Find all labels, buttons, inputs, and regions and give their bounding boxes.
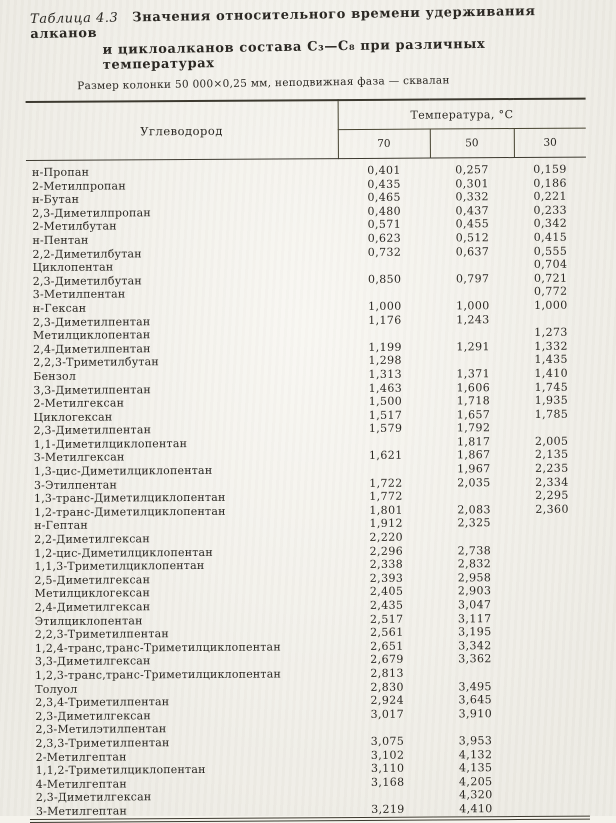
value-temp-70: 2,561 (370, 625, 404, 640)
hydrocarbon-name: 2,4-Диметилпентан (33, 341, 151, 356)
value-temp-50: 1,817 (456, 435, 491, 449)
value-temp-70 (339, 259, 431, 273)
value-temp-70: 1,199 (368, 340, 402, 354)
value-temp-50 (431, 326, 515, 340)
value-temp-70: 2,296 (369, 544, 404, 558)
value-temp-30 (517, 666, 589, 680)
hydrocarbon-name: 1,3-цис-Диметилциклопентан (33, 463, 213, 479)
value-temp-30 (517, 734, 589, 748)
value-temp-50: 0,797 (455, 271, 490, 286)
hydrocarbon-name: 2,3-Диметилгексан (35, 790, 152, 805)
value-temp-70: 1,517 (368, 408, 403, 422)
value-temp-30: 2,334 (535, 475, 569, 489)
value-temp-70: 1,722 (369, 476, 403, 490)
value-temp-70: 0,623 (367, 231, 402, 245)
value-temp-30 (518, 788, 590, 802)
column-description: Размер колонки 50 000×0,25 мм, неподвижная фаза — сквалан (77, 74, 450, 93)
value-temp-70: 1,621 (368, 449, 403, 463)
hydrocarbon-name: 2,3,3-Триметилпентан (35, 736, 170, 750)
hydrocarbon-name: 2,5-Диметилгексан (34, 573, 151, 587)
value-temp-30 (515, 312, 587, 326)
value-temp-30: 0,186 (533, 176, 567, 190)
value-temp-50: 4,410 (459, 802, 493, 816)
value-temp-50 (433, 720, 517, 734)
value-temp-70: 0,401 (367, 163, 401, 177)
value-temp-30 (517, 720, 589, 734)
value-temp-70: 2,405 (369, 585, 404, 599)
value-temp-50: 1,291 (456, 339, 490, 354)
value-temp-50: 3,117 (457, 611, 492, 625)
value-temp-70: 3,017 (370, 707, 405, 721)
value-temp-50: 3,047 (457, 598, 492, 612)
value-temp-30 (517, 652, 589, 666)
value-temp-50: 1,606 (456, 380, 491, 394)
value-temp-30 (517, 706, 589, 720)
hydrocarbon-name: 1,2,3-транс,транс-Триметилциклопентан (35, 667, 282, 682)
value-temp-50 (431, 258, 515, 272)
value-temp-70: 1,176 (368, 313, 402, 327)
hydrocarbon-name: н-Гептан (34, 519, 88, 533)
value-temp-70: 1,912 (369, 517, 403, 531)
hydrocarbon-name: 2,3-Диметилгексан (35, 709, 151, 723)
hydrocarbon-name: н-Бутан (32, 192, 80, 207)
hydrocarbon-name: 1,1,3-Триметилциклопентан (34, 559, 205, 574)
value-temp-50: 3,495 (458, 679, 492, 693)
value-temp-70: 0,480 (367, 204, 402, 218)
value-temp-30 (518, 761, 590, 775)
value-temp-70: 2,435 (369, 598, 404, 612)
value-temp-30: 1,410 (534, 366, 569, 380)
value-temp-50 (433, 666, 517, 680)
hydrocarbon-name: 1,2-цис-Диметилциклопентан (34, 545, 213, 560)
value-temp-70 (340, 463, 432, 477)
value-temp-70: 0,435 (367, 177, 401, 191)
value-temp-30 (518, 774, 590, 788)
value-temp-50: 0,437 (455, 203, 490, 218)
value-temp-30 (516, 570, 588, 584)
hydrocarbon-name: 2-Метилбутан (32, 219, 117, 234)
value-temp-30: 0,233 (533, 203, 568, 217)
hydrocarbon-name: 3-Метилпентан (32, 287, 126, 302)
hydrocarbon-name: 1,1-Диметилциклопентан (33, 436, 188, 451)
value-temp-70: 2,338 (369, 557, 404, 572)
value-temp-70: 3,075 (370, 734, 405, 748)
value-temp-30 (516, 543, 588, 557)
value-temp-50 (432, 530, 516, 544)
value-temp-70: 2,220 (369, 530, 404, 544)
value-temp-30 (517, 679, 589, 693)
hydrocarbon-name: 2,2,3-Триметилпентан (34, 627, 169, 642)
hydrocarbon-name: 1,2,4-транс,транс-Триметилциклопентан (34, 640, 281, 655)
hydrocarbon-name: 4-Метилгептан (35, 777, 127, 791)
value-temp-30 (518, 747, 590, 761)
value-temp-30: 1,000 (534, 298, 568, 312)
value-temp-30 (517, 611, 589, 625)
column-header-hydrocarbon: Углеводород (26, 100, 338, 160)
value-temp-30 (517, 625, 589, 639)
value-temp-50: 2,035 (457, 475, 491, 490)
value-temp-70: 2,517 (369, 612, 404, 626)
value-temp-50: 2,738 (457, 543, 492, 558)
value-temp-70 (342, 789, 434, 803)
value-temp-70: 1,500 (368, 394, 403, 409)
value-temp-70: 0,850 (367, 272, 402, 286)
value-temp-70: 2,393 (369, 571, 404, 585)
value-temp-50: 0,257 (455, 163, 489, 177)
value-temp-30: 1,332 (534, 339, 568, 353)
value-temp-30: 0,342 (533, 217, 568, 231)
value-temp-50: 1,867 (456, 448, 491, 462)
value-temp-30: 0,772 (533, 285, 568, 299)
value-temp-30: 2,135 (534, 448, 569, 462)
value-temp-30: 0,721 (533, 271, 568, 285)
value-temp-30 (517, 598, 589, 612)
value-temp-50: 0,512 (455, 231, 490, 245)
value-temp-50: 1,371 (456, 367, 491, 381)
value-temp-70: 1,298 (368, 354, 402, 368)
column-header-temp-70: 70 (338, 129, 430, 159)
hydrocarbon-name: Метилциклогексан (34, 586, 151, 601)
table-header (26, 99, 586, 161)
hydrocarbon-name: Бензол (33, 369, 77, 383)
value-temp-70: 1,313 (368, 367, 403, 381)
hydrocarbon-name: 2,3-Диметилпентан (32, 314, 151, 329)
hydrocarbon-name: 1,3-транс-Диметилциклопентан (33, 491, 226, 506)
value-temp-70: 0,571 (367, 218, 402, 232)
column-header-temp-30: 30 (514, 128, 586, 157)
value-temp-30: 2,360 (535, 502, 569, 516)
hydrocarbon-name: 2,3-Диметилпентан (33, 423, 152, 438)
value-temp-50: 2,832 (457, 557, 492, 571)
value-temp-70 (341, 721, 433, 735)
value-temp-50: 2,325 (457, 516, 491, 530)
value-temp-70: 0,465 (367, 190, 401, 205)
value-temp-70: 1,000 (368, 299, 402, 313)
value-temp-30: 1,435 (534, 353, 568, 367)
hydrocarbon-name: Циклогексан (33, 410, 113, 424)
value-temp-30 (516, 530, 588, 544)
value-temp-70: 3,110 (370, 761, 405, 776)
value-temp-30 (516, 557, 588, 571)
table-number-label: Таблица 4.3 (30, 10, 119, 27)
value-temp-30: 2,235 (535, 461, 569, 475)
value-temp-70: 1,579 (368, 421, 403, 436)
hydrocarbon-name: н-Пропан (31, 165, 90, 179)
hydrocarbon-name: 2,3-Диметилпропан (32, 206, 151, 220)
column-header-temperature: Температура, °С (338, 99, 586, 130)
value-temp-50: 2,958 (457, 570, 492, 585)
value-temp-70: 1,801 (369, 503, 403, 517)
hydrocarbon-name: 2,3,4-Триметилпентан (35, 695, 170, 710)
value-temp-50: 0,455 (455, 217, 490, 231)
value-temp-50 (432, 489, 516, 503)
value-temp-70: 2,679 (370, 653, 404, 667)
value-temp-50: 0,332 (455, 190, 489, 204)
value-temp-70: 2,651 (370, 639, 404, 653)
value-temp-30: 1,935 (534, 393, 569, 408)
value-temp-30 (516, 516, 588, 530)
value-temp-70: 3,168 (370, 775, 405, 789)
value-temp-70: 2,924 (370, 693, 405, 708)
value-temp-70 (339, 286, 431, 300)
hydrocarbon-name: 1,1,2-Триметилциклопентан (35, 763, 206, 778)
hydrocarbon-name: 2-Метилгексан (33, 396, 125, 411)
value-temp-30 (517, 584, 589, 598)
value-temp-30: 2,005 (534, 434, 569, 448)
value-temp-30 (517, 638, 589, 652)
column-header-temp-50: 50 (430, 129, 514, 159)
value-temp-30: 0,704 (533, 257, 568, 272)
value-temp-50: 1,000 (456, 299, 490, 313)
table-body (26, 157, 590, 820)
value-temp-70: 1,463 (368, 381, 403, 395)
value-temp-30: 1,785 (534, 407, 569, 421)
value-temp-70: 1,772 (369, 489, 403, 504)
hydrocarbon-name: 1,2-транс-Диметилциклопентан (34, 504, 226, 519)
hydrocarbon-name: 3-Метилгептан (35, 804, 128, 818)
value-temp-50: 1,657 (456, 407, 491, 422)
value-temp-50: 4,205 (458, 774, 493, 789)
value-temp-50: 1,967 (457, 462, 491, 476)
hydrocarbon-name: 2,2-Диметилбутан (32, 246, 142, 261)
value-temp-50: 1,243 (456, 312, 490, 326)
title-block (30, 3, 591, 93)
hydrocarbon-name: 3-Метилгексан (33, 450, 125, 465)
value-temp-50: 1,718 (456, 394, 491, 408)
value-temp-50: 2,083 (457, 503, 491, 517)
value-temp-70: 3,102 (370, 748, 405, 762)
value-temp-70: 0,732 (367, 245, 402, 259)
value-temp-50: 4,320 (459, 788, 493, 802)
retention-table (26, 98, 590, 823)
value-temp-30: 0,159 (533, 162, 567, 176)
value-temp-50: 3,342 (458, 638, 492, 653)
hydrocarbon-name: 2,3-Метилэтилпентан (35, 722, 167, 737)
value-temp-50: 0,301 (455, 176, 489, 190)
value-temp-30: 0,221 (533, 189, 567, 204)
value-temp-50 (431, 353, 515, 367)
hydrocarbon-name: 3,3-Диметилгексан (34, 654, 151, 669)
value-temp-30: 2,295 (535, 488, 569, 503)
value-temp-50: 0,637 (455, 244, 490, 258)
table-title-line2: и циклоалканов состава С₃—С₈ при различных температурах (102, 36, 486, 73)
value-temp-30: 1,273 (534, 325, 568, 340)
value-temp-70 (340, 435, 432, 449)
value-temp-30 (516, 421, 588, 435)
hydrocarbon-name: 2,2,3-Триметилбутан (33, 355, 159, 370)
value-temp-70 (339, 327, 431, 341)
hydrocarbon-name: Этилциклопентан (34, 613, 143, 628)
value-temp-50: 1,792 (456, 421, 491, 435)
value-temp-70: 3,219 (371, 802, 405, 816)
hydrocarbon-name: 3-Этилпентан (33, 478, 118, 492)
hydrocarbon-name: 2,3-Диметилбутан (32, 274, 142, 288)
table-title-text: Значения относительного времени удерживания алканов (30, 4, 536, 42)
value-temp-50 (431, 285, 515, 299)
hydrocarbon-name: Толуол (35, 682, 78, 696)
hydrocarbon-name: н-Пентан (32, 233, 89, 247)
hydrocarbon-name: 3,3-Диметилпентан (33, 382, 151, 397)
hydrocarbon-name: 2-Метилгептан (35, 749, 127, 764)
hydrocarbon-name: 2,4-Диметилгексан (34, 600, 151, 614)
hydrocarbon-name: н-Гексан (32, 301, 87, 315)
value-temp-30 (518, 801, 590, 817)
value-temp-50: 4,132 (458, 747, 493, 761)
value-temp-30 (517, 693, 589, 707)
value-temp-50: 3,195 (458, 625, 492, 639)
value-temp-70: 2,830 (370, 680, 404, 694)
table-wrapper (26, 98, 590, 823)
value-temp-50: 3,362 (458, 652, 492, 666)
value-temp-30: 0,415 (533, 230, 568, 244)
table-row (30, 801, 590, 820)
value-temp-30: 0,555 (533, 244, 568, 258)
hydrocarbon-name: 2,2-Диметилгексан (34, 532, 150, 546)
value-temp-50: 2,903 (457, 584, 492, 598)
hydrocarbon-name: 2-Метилпропан (32, 178, 126, 193)
value-temp-50: 3,910 (458, 706, 493, 721)
value-temp-50: 3,953 (458, 734, 493, 748)
hydrocarbon-name: Метилциклопентан (32, 328, 151, 343)
value-temp-30: 1,745 (534, 380, 569, 394)
value-temp-50: 3,645 (458, 693, 493, 707)
hydrocarbon-name: Циклопентан (32, 260, 114, 275)
value-temp-50: 4,135 (458, 761, 493, 775)
value-temp-70: 2,813 (370, 666, 404, 680)
